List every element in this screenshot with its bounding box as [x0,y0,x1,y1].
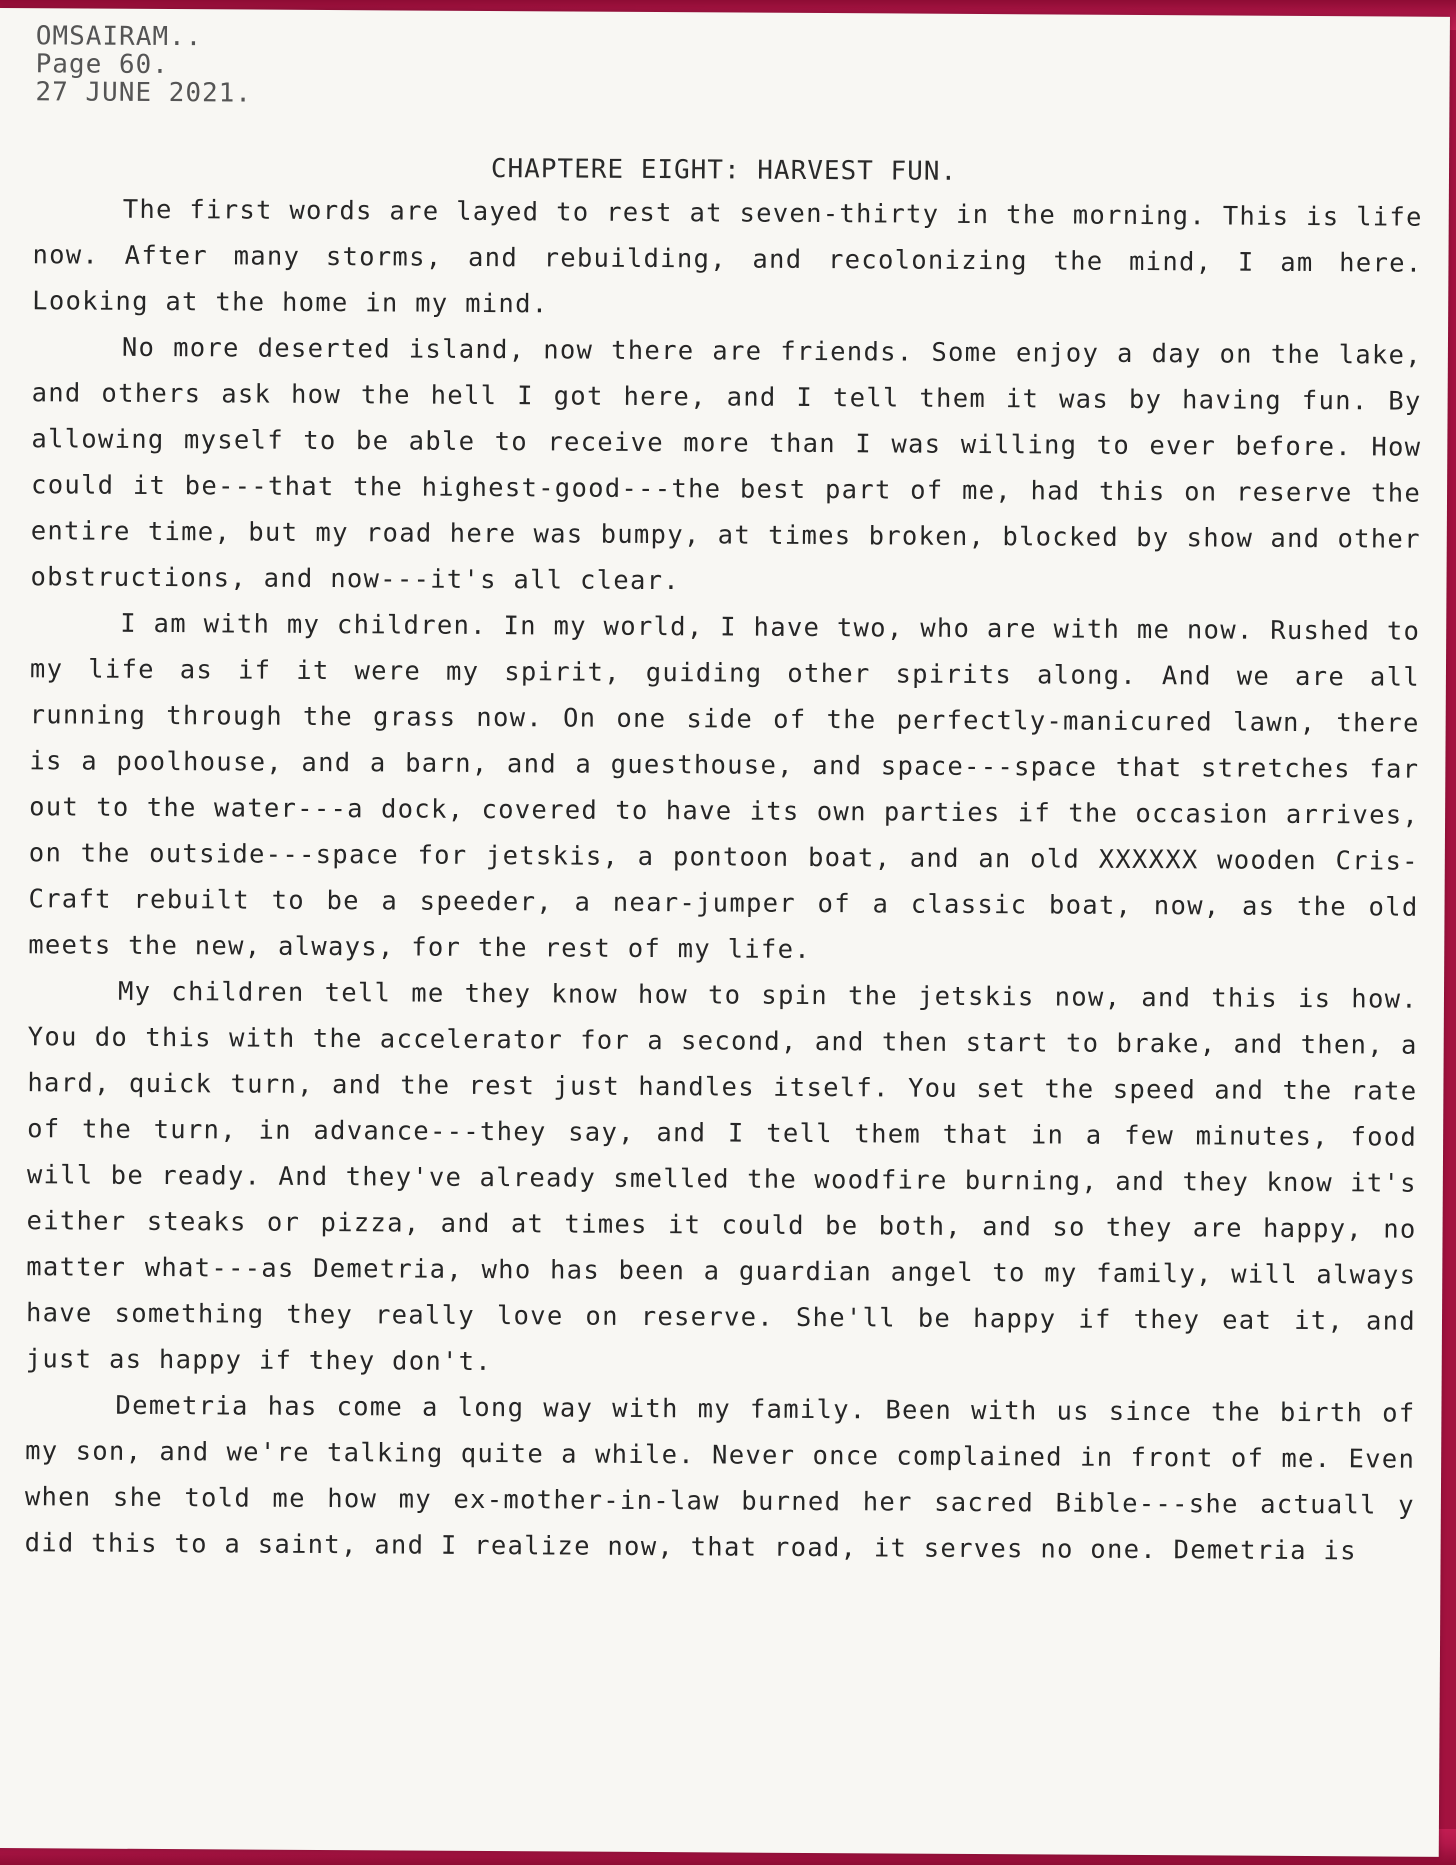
paragraph: Demetria has come a long way with my family. Been with us since the birth of my son, and we're talking quite a while. Never once complained in front of me. Even when she told me how my ex-mother-in-law burned her sacred Bible---she actuall y did this to a saint, and I realize now, that road, it serves no one. Demetria is [24,1390,1416,1567]
header-date: 27 JUNE 2021. [35,77,253,109]
paragraph: My children tell me they know how to spin the jetskis now, and this is how. You do this with the accelerator for a second, and then start to brake, and then, a hard, quick turn, and the rest just handles itself. You set the speed and the rate of the turn, in advance---they say, and I tell them that in a few minutes, food will be ready. And they've already smelled the woodfire burning, and they know it's either steaks or pizza, and at times it could be both, and so they are happy, no matter what---as Demetria, who has been a guardian angel to my family, will always have something they really love on reserve. She'll be happy if they eat it, and just as happy if they don't. [25,976,1419,1378]
page-header [35,22,252,107]
paragraph: I am with my children. In my world, I have two, who are with me now. Rushed to my life as if it were my spirit, guiding other spirits along. And we are all running through the grass now. On one side of the perfectly-manicured lawn, there is a poolhouse, and a barn, and a guesthouse, and space---space that stretches far out to the water---a dock, covered to have its own parties if the occasion arrives, on the outside---space for jetskis, a pontoon boat, and an old XXXXXX wooden Cris-Craft rebuilt to be a speeder, a near-jumper of a classic boat, now, as the old meets the new, always, for the rest of my life. [28,608,1421,965]
header-page-number: Page 60. [35,49,169,81]
paragraph: The first words are layed to rest at seven-thirty in the morning. This is life now. After many storms, and rebuilding, and recolonizing the mind, I am here. Looking at the home in my mind. [32,194,1423,320]
paragraph: No more deserted island, now there are friends. Some enjoy a day on the lake, and others ask how the hell I got here, and I tell them it was by having fun. By allowing myself to be able to receive more than I was willing to ever before. How could it be---that the highest-good---the best part of me, had this on reserve the entire time, but my road here was bumpy, at times broken, blocked by show and other obstructions, and now---it's all clear. [30,332,1422,597]
header-line-1: OMSAIRAM.. [35,21,203,53]
chapter-title: CHAPTERE EIGHT: HARVEST FUN. [490,154,958,187]
body-text [24,186,1422,1574]
typewritten-page [0,8,1450,1857]
